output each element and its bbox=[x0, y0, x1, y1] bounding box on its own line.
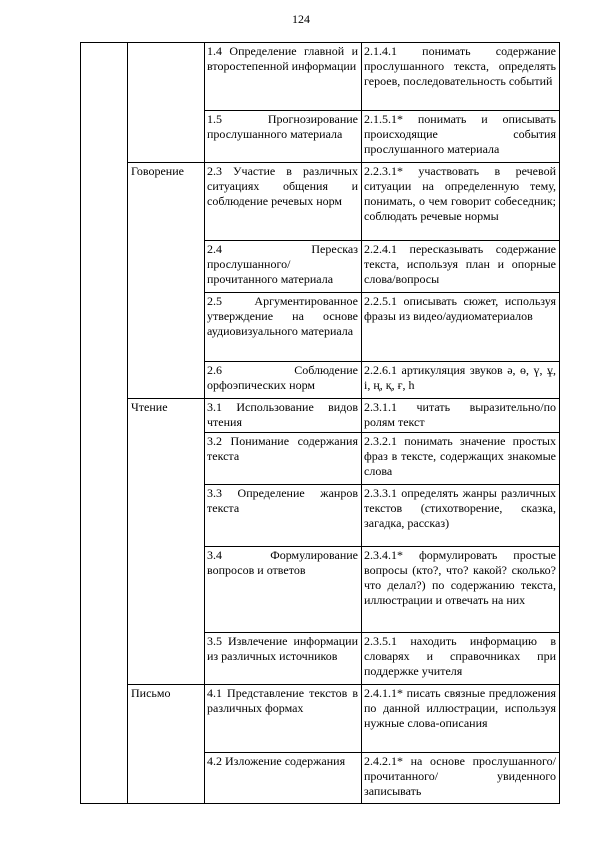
column-divider bbox=[361, 42, 362, 804]
table-border-bottom bbox=[80, 803, 560, 804]
row-divider bbox=[204, 240, 560, 241]
row-divider bbox=[204, 632, 560, 633]
topic-cell: 1.4 Определение главной и второстепенной информации bbox=[207, 44, 358, 73]
section-divider bbox=[127, 684, 560, 685]
section-divider bbox=[127, 162, 560, 163]
topic-cell: 2.3 Участие в различных ситуациях общения и соблюдение речевых норм bbox=[207, 164, 358, 208]
row-divider bbox=[204, 484, 560, 485]
table-border-right bbox=[559, 42, 560, 804]
row-divider bbox=[204, 361, 560, 362]
objective-cell: 2.2.3.1* участвовать в речевой ситуации на определенную тему, понимать, о чем говорит собеседник; соблюдать речевые нормы bbox=[364, 164, 556, 223]
column-divider bbox=[204, 42, 205, 804]
page-number: 124 bbox=[292, 12, 310, 26]
objective-cell: 2.3.1.1 читать выразительно/по ролям текст bbox=[364, 400, 556, 429]
section-label-speaking: Говорение bbox=[131, 164, 184, 178]
section-label-writing: Письмо bbox=[131, 686, 171, 700]
objective-cell: 2.2.6.1 артикуляция звуков ә, ө, ү, ұ, і, ң, қ, ғ, һ bbox=[364, 363, 556, 392]
row-divider bbox=[204, 110, 560, 111]
row-divider bbox=[204, 546, 560, 547]
objective-cell: 2.1.4.1 понимать содержание прослушанного текста, определять героев, последовательность событий bbox=[364, 44, 556, 88]
topic-cell: 4.2 Изложение содержания bbox=[207, 754, 346, 768]
row-divider bbox=[204, 292, 560, 293]
table-border-top bbox=[80, 42, 560, 43]
table-border-left bbox=[80, 42, 81, 804]
topic-cell: 2.5 Аргументированное утверждение на основе аудиовизуального материала bbox=[207, 294, 358, 338]
topic-cell: 1.5 Прогнозирование прослушанного материала bbox=[207, 112, 358, 141]
section-label-reading: Чтение bbox=[131, 400, 168, 414]
objective-cell: 2.3.4.1* формулировать простые вопросы (кто?, что? какой? сколько? что делал?) по содержанию текста, иллюстрации и отвечать на них bbox=[364, 548, 556, 607]
topic-cell: 2.6 Соблюдение орфоэпических норм bbox=[207, 363, 358, 392]
topic-cell: 3.1 Использование видов чтения bbox=[207, 400, 358, 429]
objective-cell: 2.2.5.1 описывать сюжет, используя фразы из видео/аудиоматериалов bbox=[364, 294, 556, 323]
topic-cell: 3.3 Определение жанров текста bbox=[207, 486, 358, 515]
column-divider bbox=[127, 42, 128, 804]
objective-cell: 2.3.5.1 находить информацию в словарях и справочниках при поддержке учителя bbox=[364, 634, 556, 678]
objective-cell: 2.1.5.1* понимать и описывать происходящие события прослушанного материала bbox=[364, 112, 556, 156]
topic-cell: 3.2 Понимание содержания текста bbox=[207, 434, 358, 463]
objective-cell: 2.3.3.1 определять жанры различных текстов (стихотворение, сказка, загадка, рассказ) bbox=[364, 486, 556, 530]
objective-cell: 2.4.1.1* писать связные предложения по данной иллюстрации, используя нужные слова-описания bbox=[364, 686, 556, 730]
curriculum-table bbox=[80, 42, 560, 804]
topic-cell: 3.5 Извлечение информации из различных источников bbox=[207, 634, 358, 663]
objective-cell: 2.3.2.1 понимать значение простых фраз в тексте, содержащих знакомые слова bbox=[364, 434, 556, 478]
topic-cell: 3.4 Формулирование вопросов и ответов bbox=[207, 548, 358, 577]
row-divider bbox=[204, 752, 560, 753]
section-divider bbox=[127, 398, 560, 399]
objective-cell: 2.2.4.1 пересказывать содержание текста, используя план и опорные слова/вопросы bbox=[364, 242, 556, 286]
topic-cell: 4.1 Представление текстов в различных формах bbox=[207, 686, 358, 715]
topic-cell: 2.4 Пересказ прослушанного/прочитанного материала bbox=[207, 242, 358, 286]
objective-cell: 2.4.2.1* на основе прослушанного/ прочитанного/ увиденного записывать bbox=[364, 754, 556, 798]
row-divider bbox=[204, 432, 560, 433]
